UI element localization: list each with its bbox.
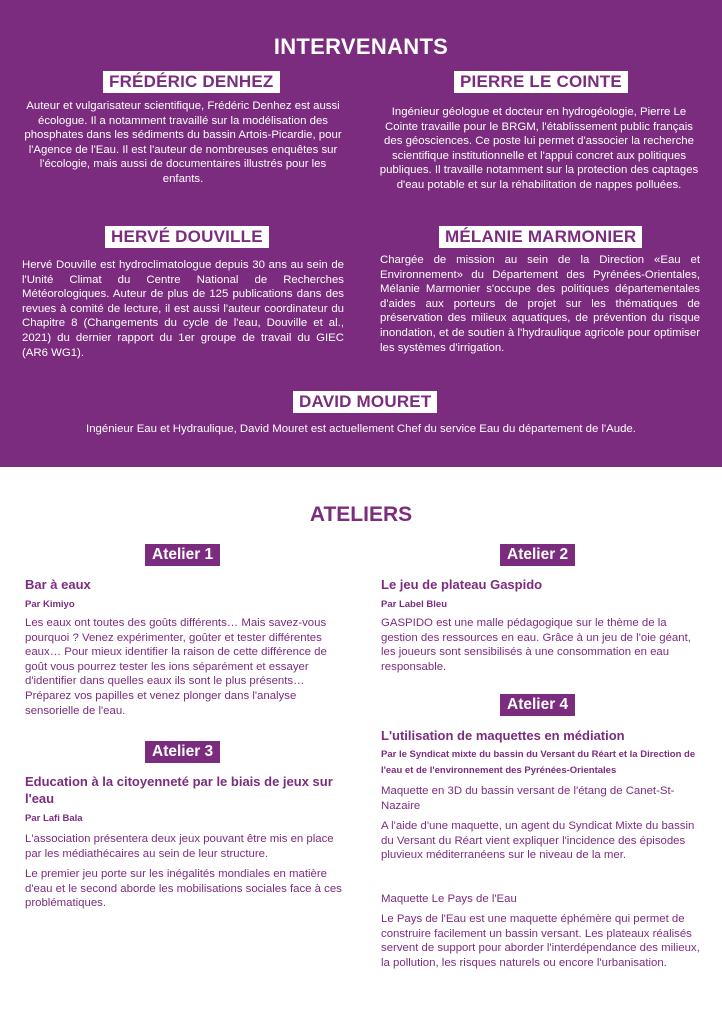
name-herve-douville: HERVÉ DOUVILLE <box>105 226 269 248</box>
bio-pierre-le-cointe: Ingénieur géologue et docteur en hydrogéologie, Pierre Le Cointe travaille pour le BRGM, l'établissement public français des géosciences. Ce poste lui permet d'associer la recherche scientifique institutionnelle et l'appui concret aux politiques publiques. Il travaille notamment sur la protection des captages d'eau potable et sur la réhabilitation de nappes polluées. <box>379 106 699 191</box>
name-melanie-marmonier: MÉLANIE MARMONIER <box>439 226 642 248</box>
atelier-4-paragraph-3: Le Pays de l'Eau est une maquette éphémère qui permet de construire facilement un bassin versant. Les plateaux réalisés servent de support pour aborder l'interdépendance des milieux, la pollution, les risques naturels ou encore l'urbanisation. <box>381 913 700 969</box>
atelier-1-by: Par Kimiyo <box>25 599 75 610</box>
bio-david-mouret: Ingénieur Eau et Hydraulique, David Mouret est actuellement Chef du service Eau du département de l'Aude. <box>86 423 636 435</box>
bio-frederic-denhez: Auteur et vulgarisateur scientifique, Frédéric Denhez est aussi écologue. Il a notamment travaillé sur la modélisation des phosphates dans les sédiments du bassin Artois-Picardie, pour l'Agence de l'Eau. Il est l'auteur de nombreuses enquêtes sur l'écologie, mais aussi de documentaires illustrés pour les enfants. <box>24 100 342 185</box>
atelier-3-text <box>25 832 345 911</box>
atelier-1-text <box>25 616 345 718</box>
atelier-4-by: Par le Syndicat mixte du bassin du Versant du Réart et la Direction de l'eau et de l'environnement des Pyrénées-Orientales <box>381 749 696 776</box>
atelier-3-paragraph-2: Le premier jeu porte sur les inégalités mondiales en matière d'eau et le second aborde les mobilisations sociales face à ces problématiques. <box>25 868 342 910</box>
bio-melanie-marmonier: Chargée de mission au sein de la Direction «Eau et Environnement» du Département des Pyrénées-Orientales, Mélanie Marmonier s'occupe des politiques départementales d'aides aux porteurs de projet sur les thématiques de préservation des milieux aquatiques, de prévention du risque inondation, et de soutien à l'hydraulique agricole pour optimiser les systèmes d'irrigation. <box>380 254 700 354</box>
atelier-1-tag: Atelier 1 <box>145 544 220 566</box>
name-frederic-denhez: FRÉDÉRIC DENHEZ <box>103 71 280 93</box>
atelier-2-by: Par Label Bleu <box>381 599 447 610</box>
atelier-2-heading: Le jeu de plateau Gaspido <box>381 577 543 592</box>
intervenants-section <box>0 0 722 467</box>
atelier-4-paragraph-2: A l'aide d'une maquette, un agent du Syndicat Mixte du bassin du Versant du Réart vient expliquer l'incidence des épisodes pluvieux méditerranéens sur le niveau de la mer. <box>381 820 695 862</box>
atelier-3-heading: Education à la citoyenneté par le biais de jeux sur l'eau <box>25 774 333 806</box>
atelier-4-tag: Atelier 4 <box>500 694 575 716</box>
atelier-2-paragraph: GASPIDO est une malle pédagogique sur le thème de la gestion des ressources en eau. Grâce à un jeu de l'oie géant, les joueurs sont sensibilisés à une consommation en eau responsable. <box>381 617 691 673</box>
atelier-2-text <box>381 616 701 674</box>
atelier-1-heading: Bar à eaux <box>25 577 91 592</box>
atelier-3-paragraph-1: L'association présentera deux jeux pouvant être mis en place par les médiathécaires au sein de leur structure. <box>25 833 334 860</box>
atelier-4-heading: L'utilisation de maquettes en médiation <box>381 728 625 743</box>
bio-herve-douville: Hervé Douville est hydroclimatologue depuis 30 ans au sein de l'Unité Climat du Centre National de Recherches Météorologiques. Auteur de plus de 125 publications dans des revues à comité de lecture, il est aussi l'auteur coordinateur du Chapitre 8 (Changements du cycle de l'eau, Douville et al., 2021) du dernier rapport du 1er groupe de travail du GIEC (AR6 WG1). <box>22 259 344 359</box>
ateliers-title: ATELIERS <box>309 503 413 526</box>
atelier-4-text-2 <box>381 912 701 970</box>
atelier-1-paragraph: Les eaux ont toutes des goûts différents… Mais savez-vous pourquoi ? Venez expérimenter, goûter et tester différentes eaux… Pour mieux identifier la raison de cette différence de goût vous pourrez tester les ions séparément et essayer d'identifier dans quelles eaux ils sont le plus présents… Préparez vos papilles et venez plonger dans l'analyse sensorielle de l'eau. <box>25 617 327 717</box>
atelier-2-tag: Atelier 2 <box>500 544 575 566</box>
atelier-3-by: Par Lafi Bala <box>25 813 83 824</box>
atelier-4-paragraph-1: Maquette en 3D du bassin versant de l'étang de Canet-St-Nazaire <box>381 785 675 812</box>
name-david-mouret: DAVID MOURET <box>293 391 437 413</box>
intervenants-title: INTERVENANTS <box>273 34 449 59</box>
atelier-4-subheading: Maquette Le Pays de l'Eau <box>381 893 517 905</box>
atelier-4-text <box>381 784 701 863</box>
atelier-3-tag: Atelier 3 <box>145 741 220 763</box>
name-pierre-le-cointe: PIERRE LE COINTE <box>454 71 628 93</box>
